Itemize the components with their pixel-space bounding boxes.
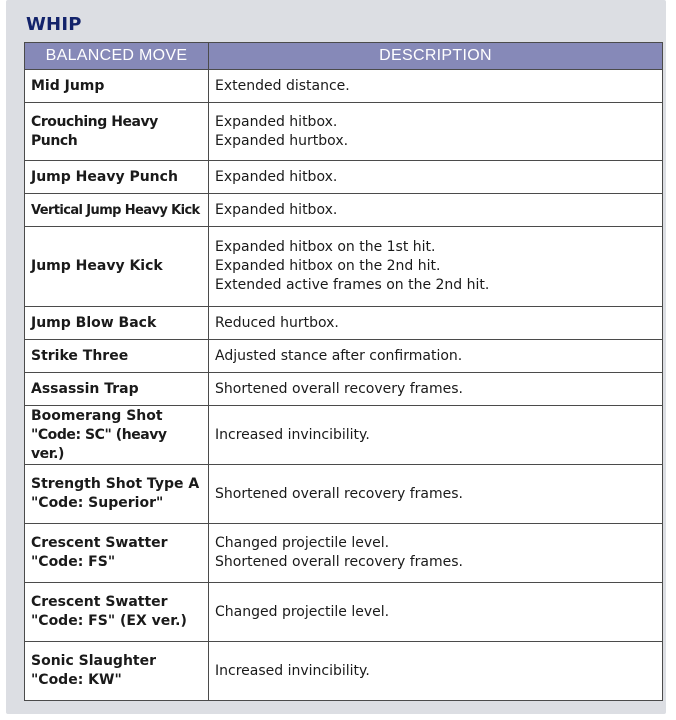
description-line: Shortened overall recovery frames. bbox=[215, 485, 464, 502]
column-header-move: BALANCED MOVE bbox=[25, 43, 209, 70]
description-line: Expanded hitbox. bbox=[215, 113, 338, 130]
description-line: Extended distance. bbox=[215, 77, 350, 94]
move-name-line: "Code: FS" bbox=[31, 554, 116, 570]
table-row bbox=[25, 465, 663, 524]
table-row bbox=[25, 340, 663, 373]
description-line: Changed projectile level. bbox=[215, 603, 390, 620]
move-description bbox=[209, 406, 663, 465]
description-line: Expanded hitbox. bbox=[215, 201, 338, 218]
move-name-line: "Code: KW" bbox=[31, 672, 122, 688]
description-line: Expanded hitbox. bbox=[215, 168, 338, 185]
description-line: Shortened overall recovery frames. bbox=[215, 554, 464, 570]
move-name bbox=[25, 406, 209, 465]
move-description bbox=[209, 161, 663, 194]
description-line: Changed projectile level. bbox=[215, 535, 390, 551]
description-line: Increased invincibility. bbox=[215, 426, 370, 443]
table-row bbox=[25, 307, 663, 340]
move-description bbox=[209, 103, 663, 161]
move-name-line: Jump Blow Back bbox=[31, 314, 157, 331]
move-name-line: Crescent Swatter bbox=[31, 535, 168, 551]
move-name-line: Crescent Swatter bbox=[31, 594, 168, 610]
move-name-line: Boomerang Shot bbox=[31, 407, 163, 424]
table-row bbox=[25, 406, 663, 465]
move-name-line: Assassin Trap bbox=[31, 380, 139, 397]
move-name bbox=[25, 373, 209, 406]
move-name-line: Sonic Slaughter bbox=[31, 653, 157, 669]
move-name bbox=[25, 227, 209, 307]
move-description bbox=[209, 583, 663, 642]
move-name-line: Strike Three bbox=[31, 347, 129, 364]
move-name bbox=[25, 642, 209, 701]
move-name-line: "Code: FS" (EX ver.) bbox=[31, 613, 187, 629]
section-title: WHIP bbox=[26, 14, 82, 35]
balance-table bbox=[24, 42, 663, 701]
move-description bbox=[209, 194, 663, 227]
move-name-line: Jump Heavy Kick bbox=[31, 258, 163, 274]
description-line: Expanded hurtbox. bbox=[215, 132, 349, 149]
table-row bbox=[25, 524, 663, 583]
description-line: Reduced hurtbox. bbox=[215, 314, 339, 331]
description-line: Adjusted stance after confirmation. bbox=[215, 347, 463, 364]
description-line: Expanded hitbox on the 2nd hit. bbox=[215, 258, 441, 274]
table-row bbox=[25, 583, 663, 642]
move-description bbox=[209, 340, 663, 373]
move-description bbox=[209, 642, 663, 701]
move-name-line: "Code: SC" (heavy ver.) bbox=[31, 426, 167, 462]
description-line: Expanded hitbox on the 1st hit. bbox=[215, 239, 436, 255]
move-name-line: Jump Heavy Punch bbox=[31, 168, 178, 185]
move-description bbox=[209, 70, 663, 103]
move-description bbox=[209, 373, 663, 406]
table-row bbox=[25, 373, 663, 406]
move-name bbox=[25, 103, 209, 161]
table-row bbox=[25, 70, 663, 103]
move-description bbox=[209, 524, 663, 583]
move-name bbox=[25, 465, 209, 524]
table-header-row bbox=[25, 43, 663, 70]
move-name-line: Vertical Jump Heavy Kick bbox=[31, 202, 200, 218]
table-row bbox=[25, 227, 663, 307]
move-name bbox=[25, 70, 209, 103]
move-name bbox=[25, 194, 209, 227]
description-line: Increased invincibility. bbox=[215, 662, 370, 679]
description-line: Shortened overall recovery frames. bbox=[215, 380, 464, 397]
table-row bbox=[25, 161, 663, 194]
column-header-description: DESCRIPTION bbox=[209, 43, 663, 70]
table-row bbox=[25, 103, 663, 161]
move-description bbox=[209, 307, 663, 340]
move-name-line: "Code: Superior" bbox=[31, 495, 164, 511]
move-name bbox=[25, 161, 209, 194]
table-row bbox=[25, 642, 663, 701]
move-name-line: Mid Jump bbox=[31, 77, 105, 94]
move-name-line: Strength Shot Type A bbox=[31, 476, 200, 492]
move-name-line: Crouching Heavy Punch bbox=[31, 113, 158, 149]
move-name bbox=[25, 307, 209, 340]
description-line: Extended active frames on the 2nd hit. bbox=[215, 277, 490, 293]
table-row bbox=[25, 194, 663, 227]
move-description bbox=[209, 465, 663, 524]
move-name bbox=[25, 524, 209, 583]
move-name bbox=[25, 340, 209, 373]
move-description bbox=[209, 227, 663, 307]
balance-panel bbox=[6, 0, 666, 714]
move-name bbox=[25, 583, 209, 642]
